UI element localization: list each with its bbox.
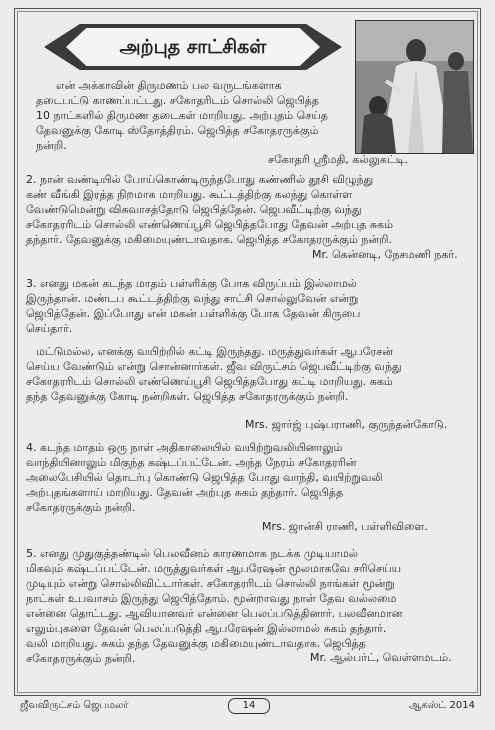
testimony-line: 4. கடந்த மாதம் ஒரு நாள் அதிகாலையில் வயிற்றுவலியினாலும் <box>26 441 343 454</box>
page-title: அற்புத சாட்சிகள் <box>119 36 267 58</box>
issue-date: ஆகஸ்ட் 2014 <box>408 700 475 711</box>
testimony-line: 5. எனது முதுகுத்தண்டில் பெலவீனம் காரணமாக நடக்க முடியாமல் <box>26 547 358 560</box>
testimony-line: சகோதரருக்கும் நன்றி. <box>26 652 136 665</box>
church-scene-photo-icon <box>355 20 474 154</box>
testimony-line: தேவனுக்கு கோடி ஸ்தோத்திரம். ஜெபித்த சகோதரருக்கும் <box>36 124 319 137</box>
testimony-line: தந்தார். தேவனுக்கு மகிமையுண்டாவதாக. ஜெபித்த சகோதரருக்கும் நன்றி. <box>26 233 393 246</box>
signature: சகோதரி ஸ்ரீமதி, கல்லுகட்டி. <box>268 153 408 166</box>
testimony-line: வாந்தியினாலும் மிகுந்த கஷ்டப்பட்டேன். அந்த நேரம் சகோதரரின் <box>26 456 357 469</box>
signature: Mrs. ஜான்சி ராணி, பள்ளிவிளை. <box>262 520 428 533</box>
testimony-line: வலி மாறியது. சுகம் தந்த தேவனுக்கு மகிமையுண்டாவதாக. ஜெபித்த <box>26 637 366 650</box>
testimony-3 <box>26 276 469 336</box>
testimony-line: என்னை தொட்டது. ஆவியானவர் என்னை பெலப்படுத்தினார். பலவீனமான <box>26 607 403 620</box>
testimony-line: எலும்புகளை தேவன் பெலப்படுத்தி ஆபரேஷன் இல்லாமல் சுகம் தந்தார். <box>26 622 387 635</box>
testimony-line: சகோதரரிடம் சொல்லி எண்ணெய்பூசி ஜெபித்தபோது தேவன் அற்புத சுகம் <box>26 218 393 231</box>
testimony-line: அற்புதங்களாய் மாறியது. தேவன் அற்புத சுகம் தந்தார். ஜெபித்த <box>26 486 344 499</box>
testimony-3-continued <box>26 344 469 404</box>
testimony-4 <box>26 440 469 515</box>
testimony-line: நாட்கள் உபவாசம் இருந்து ஜெபித்தோம். மூன்றாவது நாள் தேவ வல்லமை <box>26 592 397 605</box>
testimony-line: செய்தார். <box>26 322 73 335</box>
page-number: 14 <box>228 698 270 714</box>
testimony-line: கண் வீங்கி இரத்த நிறமாக மாறியது. கூட்டத்திற்கு கலந்து கொள்ள <box>26 188 353 201</box>
testimony-line: 2. நான் வண்டியில் போய்கொண்டிருந்தபோது கண்ணில் தூசி விழுந்து <box>26 173 374 186</box>
signature: Mrs. ஜார்ஜ் புஷ்பராணி, குருந்தன்கோடு. <box>245 418 448 431</box>
testimony-line: 10 நாட்களில் திருமண தடைகள் மாறியது. அற்புதம் செய்த <box>36 109 328 122</box>
signature: Mr. கென்னடி, நேசமணி நகர். <box>312 248 458 261</box>
testimony-line: சகோதரருக்கும் நன்றி. <box>26 501 136 514</box>
testimony-line: தந்த தேவனுக்கு கோடி நன்றிகள். ஜெபித்த சகோதரருக்கும் நன்றி. <box>26 390 349 403</box>
magazine-name: ஜீவவிருட்சம் ஜெபமலர் <box>20 700 129 711</box>
testimony-1 <box>36 78 352 153</box>
testimony-line: என் அக்காவின் திருமணம் பல வருடங்களாக <box>56 79 282 92</box>
testimony-line: அலைபேசியில் தொடர்பு கொண்டு ஜெபித்த போது வாந்தி, வயிற்றுவலி <box>26 471 383 484</box>
testimony-2 <box>26 172 469 247</box>
testimony-line: இருந்தான். மண்டப கூட்டத்திற்கு வந்து சாட்சி சொல்லுவேன் என்று <box>26 292 359 305</box>
testimony-line: மிகவும் கஷ்டப்பட்டேன். மருத்துவர்கள் ஆபரேஷன் மூலமாகவே சரிசெய்ய <box>26 562 402 575</box>
testimony-line: வேண்டுமென்று விசுவாசத்தோடு ஜெபித்தேன். ஜெபவீட்டிற்கு வந்து <box>26 203 362 216</box>
testimony-line: மட்டுமல்ல, எனக்கு வயிற்றில் கட்டி இருந்தது. மருத்துவர்கள் ஆபரேசன் <box>36 345 393 358</box>
page-footer <box>14 698 481 716</box>
testimony-line: ஜெபித்தேன். இப்போது என் மகன் பள்ளிக்கு போக தேவன் கிருபை <box>26 307 361 320</box>
testimony-line: செய்ய வேண்டும் என்று சொன்னார்கள். ஜீவ விருட்சம் ஜெபவீட்டிற்கு வந்து <box>26 360 402 373</box>
photo-illustration <box>356 21 473 153</box>
testimony-line: 3. எனது மகன் கடந்த மாதம் பள்ளிக்கு போக விருப்பம் இல்லாமல் <box>26 277 357 290</box>
testimony-5 <box>26 546 469 666</box>
testimony-line: சகோதரரிடம் சொல்லி எண்ணெய்பூசி ஜெபித்தபோது கட்டி மாறியது. சுகம் <box>26 375 393 388</box>
testimony-line: தடைபட்டு காணப்பட்டது. சகோதரிடம் சொல்லி ஜெபித்த <box>36 94 319 107</box>
signature: Mr. ஆல்பர்ட், வெள்ளமடம். <box>310 651 452 664</box>
testimony-line: முடியும் என்று சொல்லிவிட்டார்கள். சகோதரரிடம் சொல்லி நாங்கள் மூன்று <box>26 577 395 590</box>
testimony-line: நன்றி. <box>36 139 67 152</box>
